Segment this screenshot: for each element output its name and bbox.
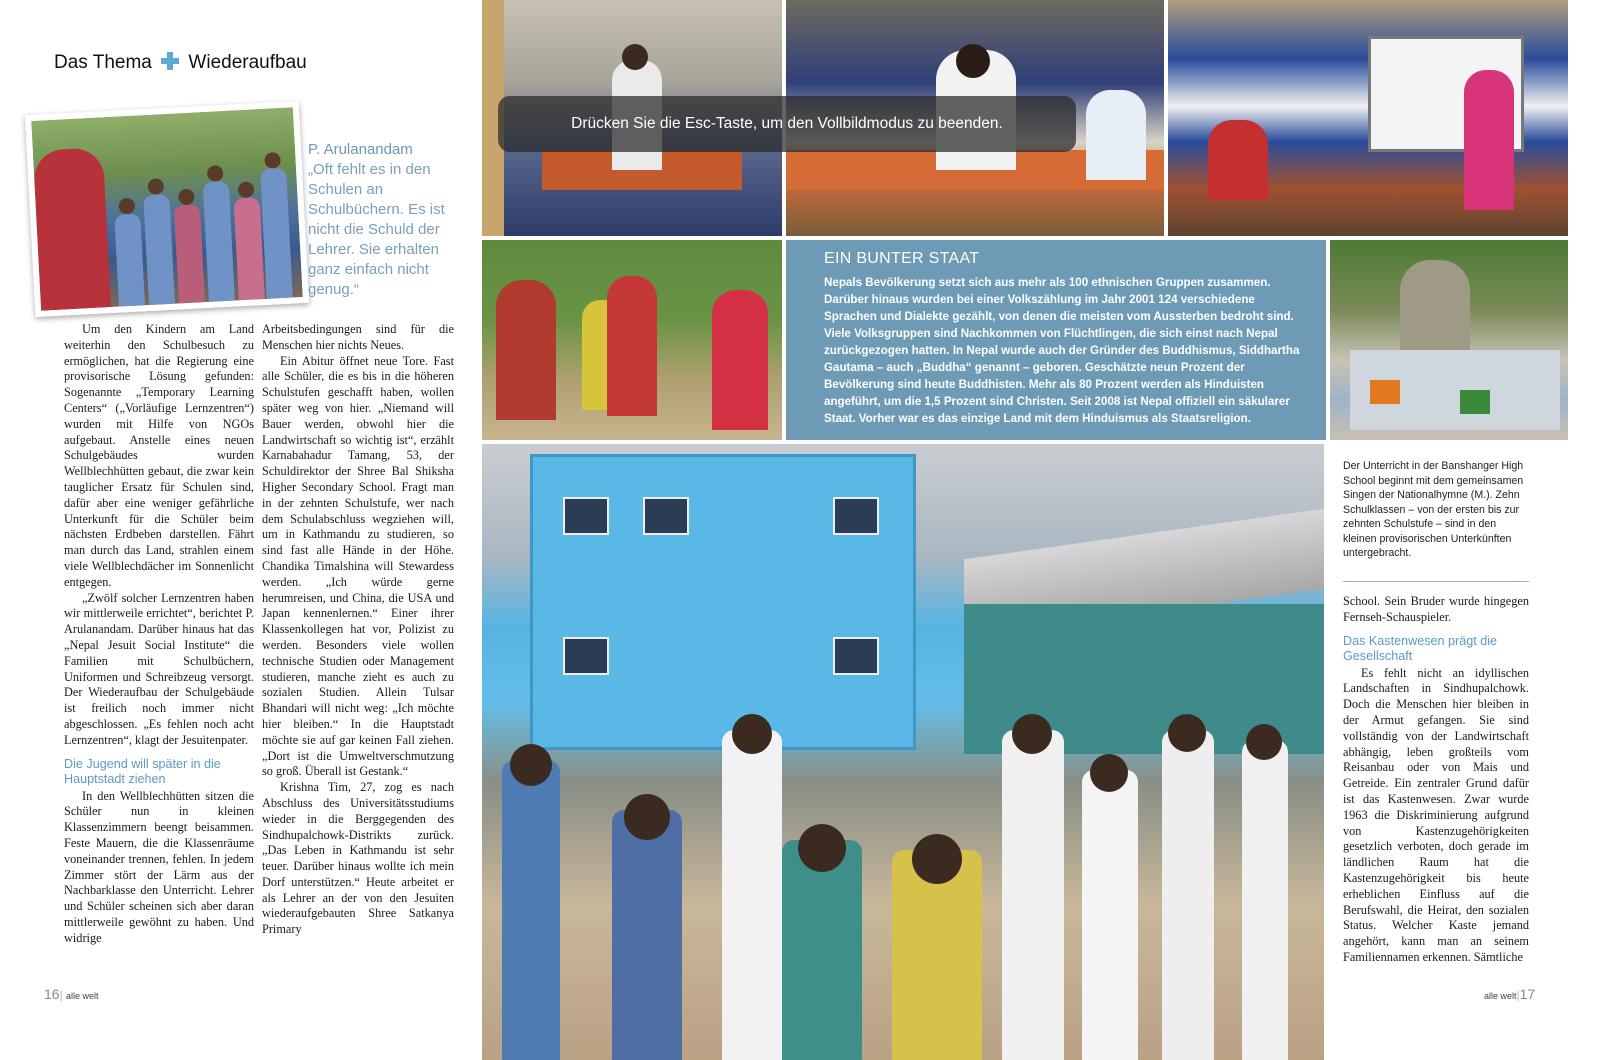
photo-teacher-whiteboard [1168,0,1568,236]
paragraph: Arbeitsbedingungen sind für die Menschen hier nichts Neues. [262,322,454,352]
magazine-name-right: alle welt [1484,991,1517,1001]
article-column-2 [262,322,454,938]
quote-speaker: P. Arulanandam [308,141,413,158]
photo-man-painting-stones [1330,240,1568,440]
section-topic: Das Thema [54,52,152,73]
photo-women-carrying-leaves [482,240,782,440]
school-building [530,454,916,750]
article-column-3 [1343,594,1529,966]
paragraph: School. Sein Bruder wurde hingegen Fernseh-Schauspieler. [1343,594,1529,624]
photo-school-assembly [482,444,1324,1060]
photo-children-with-teacher [25,101,309,317]
info-box-title: EIN BUNTER STAAT [824,250,980,267]
paragraph: In den Wellblechhütten sitzen die Schüler nun in kleinen Klassenzimmern beengt beisammen. Feste Mauern, die die Klassenräume voneinander trennen, fehlen. In jedem Zimmer stört der Lärm aus der Nachbarklasse den Unterricht. Lehrer und Schüler scheinen sich aber daran mittlerweile gewöhnt zu haben. Und widrige [64,788,254,945]
page-number-right: 17 [1519,986,1536,1002]
page-number-left: 16 [44,986,60,1002]
section-title: Wiederaufbau [188,52,307,73]
caption-divider [1343,581,1529,582]
subheading: Das Kastenwesen prägt die Gesellschaft [1343,633,1498,663]
folio-left: 16| alle welt [44,986,99,1002]
folio-right: alle welt|17 [1484,986,1536,1002]
quote-text: „Oft fehlt es in den Schulen an Schulbüchern. Es ist nicht die Schuld der Lehrer. Sie erhalten ganz einfach nicht genug.“ [308,161,445,298]
pull-quote [308,140,460,300]
info-box [786,240,1326,440]
magazine-name-left: alle welt [66,991,99,1001]
section-header [54,52,307,74]
paragraph: Krishna Tim, 27, zog es nach Abschluss des Universitätsstudiums wieder in die Berggegenden des Sindhupalchowk-Distrikts zurück. „Das Leben in Kathmandu ist sehr teuer. Darüber hinaus wollte ich mein Dorf unterstützen.“ Heute arbeitet er als Lehrer an der von den Jesuiten wiederaufgebauten Shree Satkanya Primary [262,780,454,937]
subheading: Die Jugend will später in die Hauptstadt ziehen [64,756,221,786]
paragraph: „Zwölf solcher Lernzentren haben wir mittlerweile errichtet“, berichtet P. Arulanandam. Darüber hinaus hat das „Nepal Jesuit Social Institute“ die Familien mit Schulbüchern, Uniformen und Schreibzeug versorgt. Der Wiederaufbau der Schulgebäude ist freilich noch immer nicht abgeschlossen. „Es fehlen noch acht Lernzentren“, klagt der Jesuitenpater. [64,590,254,747]
paragraph: Um den Kindern am Land weiterhin den Schulbesuch zu ermöglichen, hat die Regierung eine provisorische Lösung gefunden: Sogenannte „Temporary Learning Centers“ („Vorläufige Lernzentren“) wurden mit Hilfe von NGOs aufgebaut. Anstelle eines neuen Schulgebäudes wurden Wellblechhütten gebaut, die zwar kein tauglicher Ersatz für Schulen sind, dafür aber eine weniger gefährliche Unterkunft für die Schüler beim nächsten Erdbeben darstellen. Fährt man durch das Land, strahlen einem viele Wellblechdächer im Sonnenlicht entgegen. [64,322,254,589]
fullscreen-exit-notice: Drücken Sie die Esc-Taste, um den Vollbildmodus zu beenden. [498,96,1076,152]
info-box-text: Nepals Bevölkerung setzt sich aus mehr als 100 ethnischen Gruppen zusammen. Darüber hinaus wurden bei einer Volkszählung im Jahr 2001 124 verschiedene Sprachen und Dialekte gezählt, von denen die meisten vom Aussterben bedroht sind. Viele Volksgruppen sind Nachkommen von Flüchtlingen, die sich einst nach Nepal zurückgezogen hatten. In Nepal wurde auch der Gründer des Buddhismus, Siddhartha Gautama – auch „Buddha“ genannt – geboren. Geschätzte neun Prozent der Bevölkerung sind heute Buddhisten. Mehr als 80 Prozent werden als Hinduisten angeführt, um die 1,5 Prozent sind Christen. Seit 2008 ist Nepal offiziell ein säkularer Staat. Vorher war es das einzige Land mit dem Hinduismus als Staatsreligion. [824,276,1300,425]
photo-caption: Der Unterricht in der Banshanger High School beginnt mit dem gemeinsamen Singen der Nationalhymne (M.). Zehn Schulklassen – von der ersten bis zur zehnten Schulstufe – sind in den kleinen provisorischen Unterkünften untergebracht. [1343,460,1524,559]
plus-icon [161,52,179,70]
paragraph: Ein Abitur öffnet neue Tore. Fast alle Schüler, die es bis in die höheren Schulstufen geschafft haben, wollen später weg von hier. „Niemand will Bauer werden, obwohl hier die Landwirtschaft so wichtig ist“, erzählt Karnabahadur Tamang, 53, der Schuldirektor der Shree Bal Shiksha Higher Secondary School. Fragt man in der zehnten Schulstufe, wer nach dem Schulabschluss wegziehen will, um in Kathmandu zu studieren, so sind fast alle Hände in der Höhe. Chandika Timalshina will Stewardess werden. „Ich würde gerne herumreisen, und China, die USA und Japan kennenlernen.“ Einer ihrer Klassenkollegen hat vor, Polizist zu werden. Besonders viele wollen technische Studien oder Management studieren, manche zieht es auch zu sozialen Studien. Allein Tulsar Bhandari will nicht weg: „Ich möchte hier bleiben.“ In die Hauptstadt möchte sie auf gar keinen Fall ziehen. „Dort ist die Umweltverschmutzung so groß. Überall ist Gestank.“ [262,353,454,779]
article-column-1 [64,322,254,946]
paragraph: Es fehlt nicht an idyllischen Landschaften in Sindhupalchowk. Doch die Menschen hier bleiben in der Armut gefangen. Sie sind vollständig von der Landwirtschaft abhängig, leben großteils vom Reisanbau oder von Mais und Getreide. Ein zentraler Grund dafür ist das Kastenwesen. Zwar wurde 1963 die Diskriminierung aufgrund von Kastenzugehörigkeiten gesetzlich verboten, doch gerade im ländlichen Raum hat die Kastenzugehörigkeit bis heute erheblichen Einfluss auf die Berufswahl, die Heirat, den sozialen Status. Welcher Kaste jemand angehört, kann man an seinem Familiennamen erkennen. Sämtliche [1343,665,1529,964]
